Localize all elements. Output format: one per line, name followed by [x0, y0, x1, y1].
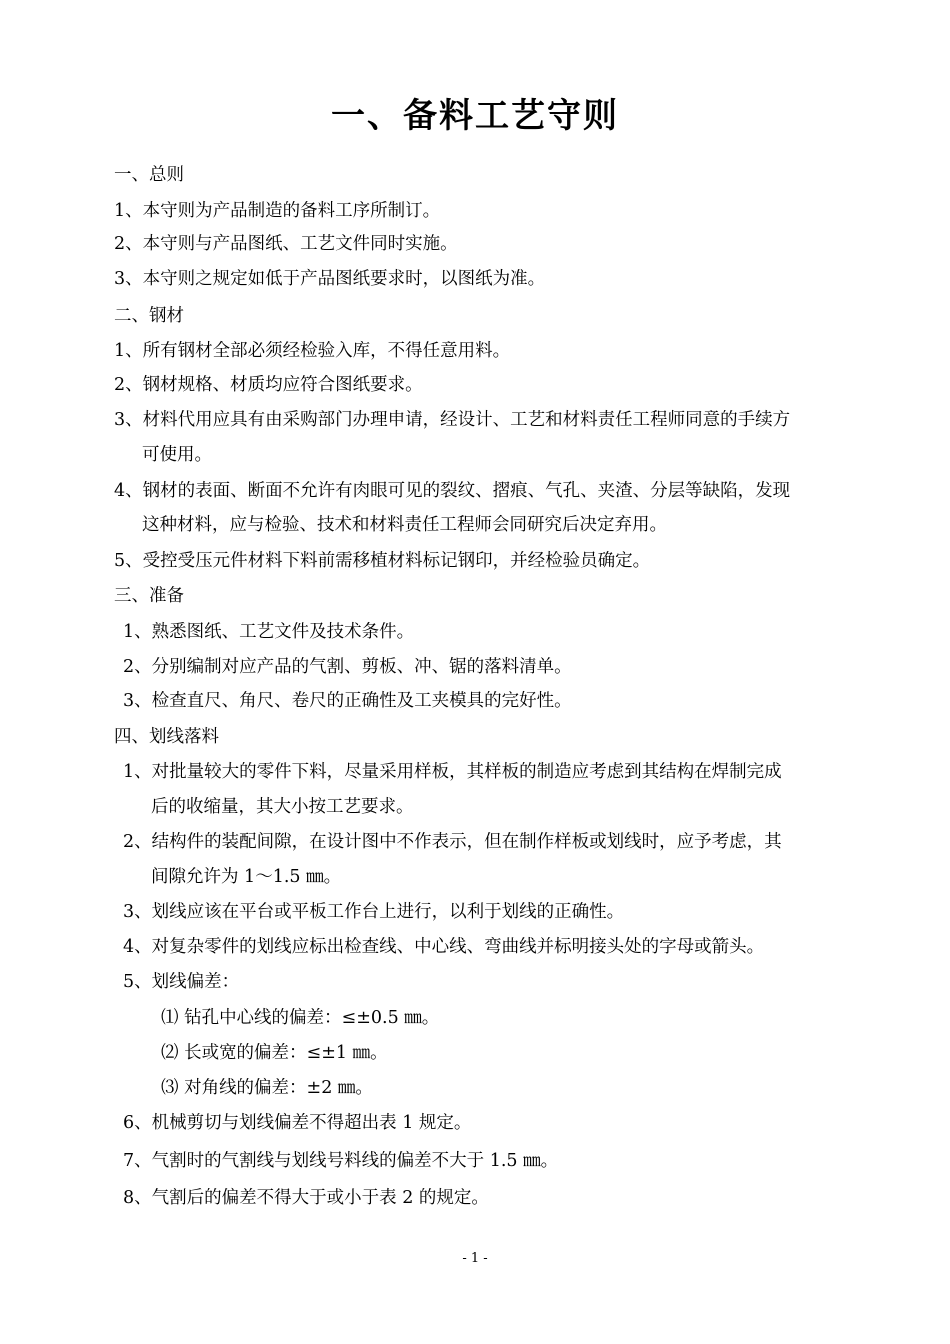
section-heading: 四、划线落料 [114, 727, 219, 747]
paragraph-continuation: 间隙允许为 1～1.5 ㎜。 [151, 867, 342, 887]
paragraph: 3、本守则之规定如低于产品图纸要求时，以图纸为准。 [114, 269, 546, 289]
paragraph-continuation: 这种材料，应与检验、技术和材料责任工程师会同研究后决定弃用。 [142, 515, 667, 535]
paragraph: 8、气割后的偏差不得大于或小于表 2 的规定。 [123, 1188, 489, 1208]
paragraph: 2、分别编制对应产品的气割、剪板、冲、锯的落料清单。 [123, 657, 572, 677]
section-heading: 三、准备 [114, 586, 184, 606]
sub-item: ⑶ 对角线的偏差：±2 ㎜。 [161, 1078, 373, 1098]
paragraph: 4、钢材的表面、断面不允许有肉眼可见的裂纹、摺痕、气孔、夹渣、分层等缺陷，发现 [114, 481, 791, 501]
paragraph: 5、受控受压元件材料下料前需移植材料标记钢印，并经检验员确定。 [114, 551, 651, 571]
page-number: - 1 - [462, 1251, 488, 1266]
paragraph: 2、结构件的装配间隙，在设计图中不作表示，但在制作样板或划线时，应予考虑，其 [123, 832, 782, 852]
paragraph: 1、所有钢材全部必须经检验入库，不得任意用料。 [114, 341, 511, 361]
sub-item: ⑴ 钻孔中心线的偏差：≤±0.5 ㎜。 [161, 1008, 440, 1028]
section-heading: 一、总则 [114, 165, 184, 185]
section-heading: 二、钢材 [114, 306, 184, 326]
paragraph-continuation: 可使用。 [142, 445, 212, 465]
paragraph: 3、检查直尺、角尺、卷尺的正确性及工夹模具的完好性。 [123, 691, 572, 711]
paragraph: 2、钢材规格、材质均应符合图纸要求。 [114, 375, 423, 395]
paragraph: 1、本守则为产品制造的备料工序所制订。 [114, 201, 441, 221]
paragraph: 7、气割时的气割线与划线号料线的偏差不大于 1.5 ㎜。 [123, 1151, 559, 1171]
paragraph: 2、本守则与产品图纸、工艺文件同时实施。 [114, 234, 458, 254]
paragraph: 3、材料代用应具有由采购部门办理申请，经设计、工艺和材料责任工程师同意的手续方 [114, 410, 791, 430]
paragraph: 5、划线偏差： [123, 972, 240, 992]
paragraph: 6、机械剪切与划线偏差不得超出表 1 规定。 [123, 1113, 472, 1133]
page-title: 一、备料工艺守则 [331, 96, 619, 136]
paragraph: 4、对复杂零件的划线应标出检查线、中心线、弯曲线并标明接头处的字母或箭头。 [123, 937, 765, 957]
paragraph: 1、熟悉图纸、工艺文件及技术条件。 [123, 622, 415, 642]
paragraph-continuation: 后的收缩量，其大小按工艺要求。 [151, 797, 414, 817]
paragraph: 1、对批量较大的零件下料，尽量采用样板，其样板的制造应考虑到其结构在焊制完成 [123, 762, 782, 782]
sub-item: ⑵ 长或宽的偏差：≤±1 ㎜。 [161, 1043, 388, 1063]
paragraph: 3、划线应该在平台或平板工作台上进行，以利于划线的正确性。 [123, 902, 625, 922]
